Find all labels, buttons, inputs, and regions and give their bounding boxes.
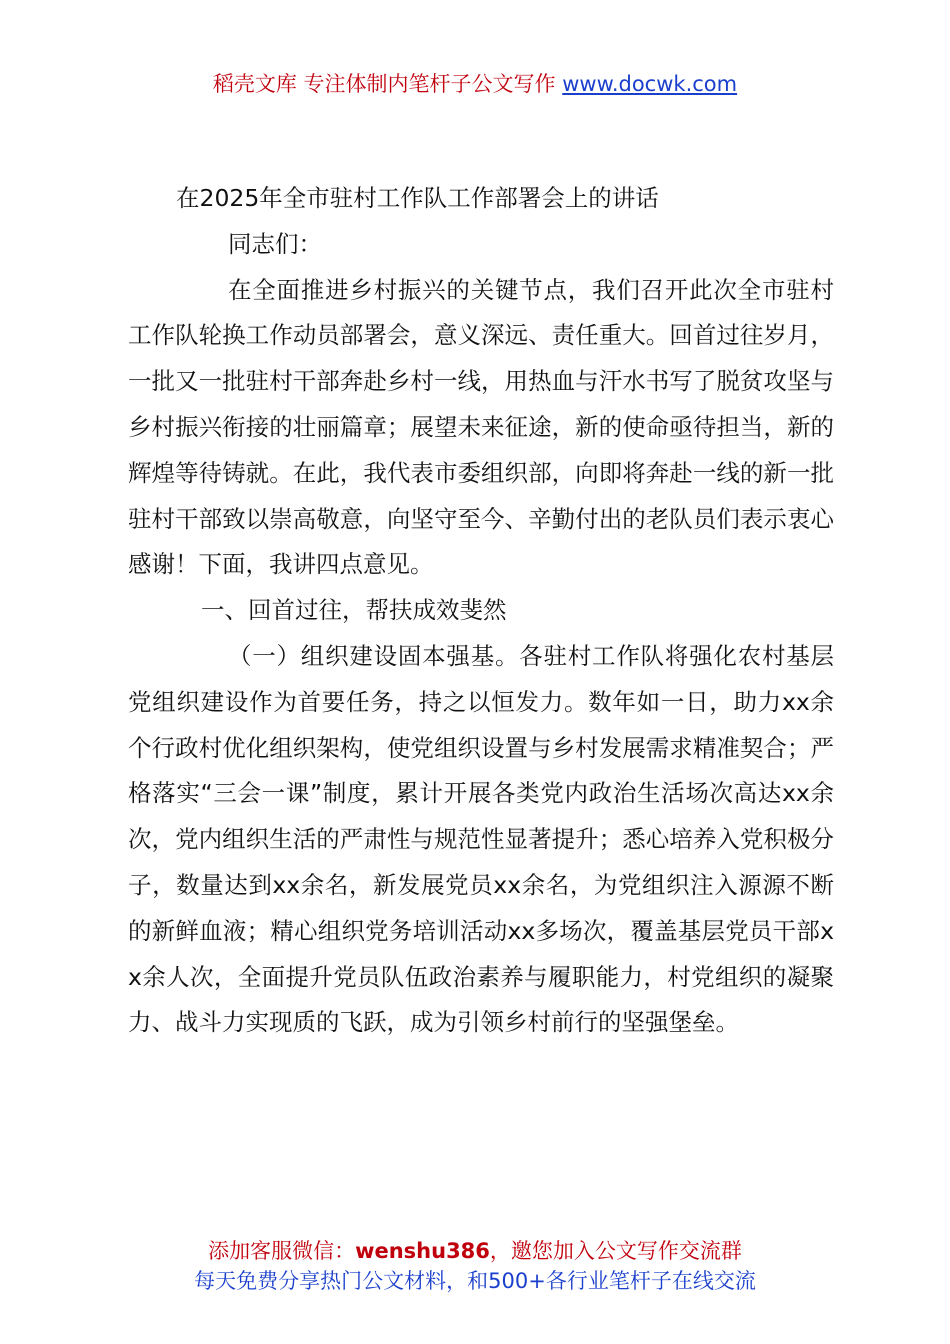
- footer-wechat-suffix: ，邀您加入公文写作交流群: [489, 1239, 742, 1263]
- footer-wechat-id: wenshu386: [355, 1239, 490, 1263]
- header-brand-text: 稻壳文库 专注体制内笔杆子公文写作: [212, 72, 563, 96]
- header-url-link[interactable]: www.docwk.com: [562, 72, 738, 96]
- section-paragraph: （一）组织建设固本强基。各驻村工作队将强化农村基层党组织建设作为首要任务，持之以恒发力。数年如一日，助力xx余个行政村优化组织架构，使党组织设置与乡村发展需求精准契合；严格落实“三会一课”制度，累计开展各类党内政治生活场次高达xx余次，党内组织生活的严肃性与规范性显著提升；悉心培养入党积极分子，数量达到xx余名，新发展党员xx余名，为党组织注入源源不断的新鲜血液；精心组织党务培训活动xx多场次，覆盖基层党员干部xx余人次，全面提升党员队伍政治素养与履职能力，村党组织的凝聚力、战斗力实现质的飞跃，成为引领乡村前行的坚强堡垒。: [128, 641, 834, 1037]
- footer-wechat-prefix: 添加客服微信：: [208, 1239, 356, 1263]
- intro-paragraph: 在全面推进乡村振兴的关键节点，我们召开此次全市驻村工作队轮换工作动员部署会，意义深远、责任重大。回首过往岁月，一批又一批驻村干部奔赴乡村一线，用热血与汗水书写了脱贫攻坚与乡村振兴衔接的壮丽篇章；展望未来征途，新的使命亟待担当，新的辉煌等待铸就。在此，我代表市委组织部，向即将奔赴一线的新一批驻村干部致以崇高敬意，向坚守至今、辛勤付出的老队员们表示衷心感谢！下面，我讲四点意见。: [128, 275, 834, 579]
- footer-line-1: [0, 1236, 950, 1266]
- watermark-header: [0, 66, 950, 102]
- document-title: 在2025年全市驻村工作队工作部署会上的讲话: [176, 184, 659, 212]
- section-heading: 一、回首过往，帮扶成效斐然: [201, 596, 507, 625]
- promo-footer: [0, 1236, 950, 1296]
- footer-line-2: 每天免费分享热门公文材料，和500+各行业笔杆子在线交流: [194, 1269, 756, 1293]
- document-body: [128, 176, 834, 1046]
- greeting: 同志们：: [228, 229, 322, 258]
